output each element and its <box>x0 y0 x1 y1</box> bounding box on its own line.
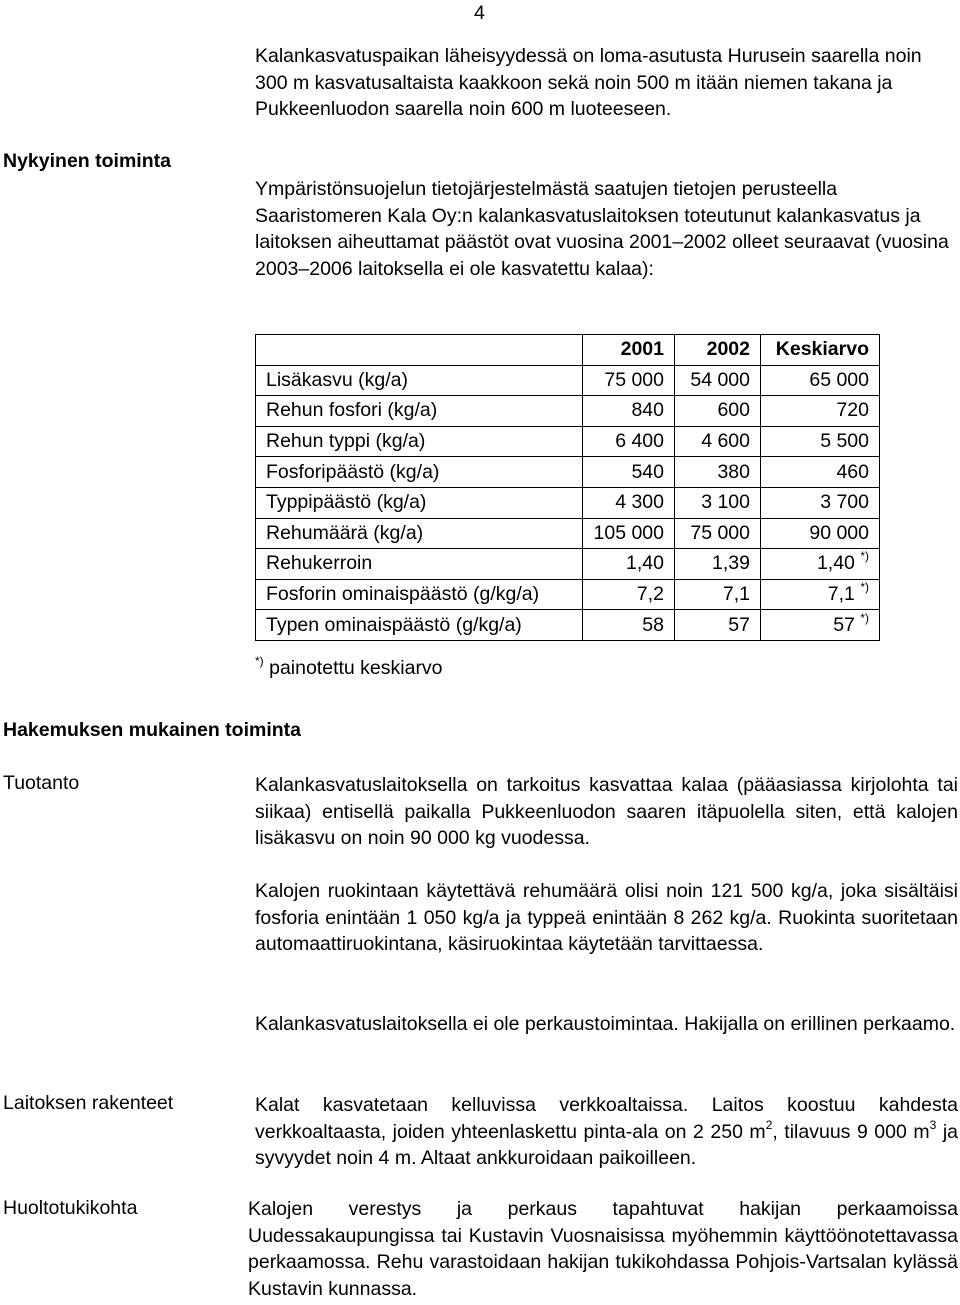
value-2002: 600 <box>675 396 761 427</box>
production-paragraph-3: Kalankasvatuslaitoksella ei ole perkaustoimintaa. Hakijalla on erillinen perkaamo. <box>255 1013 956 1035</box>
header-label <box>256 335 583 366</box>
structures-text-a: Kalat kasvatetaan kelluvissa verkkoaltaissa. Laitos koostuu kahdesta verkkoaltaasta, joiden yhteenlaskettu pinta-ala on 2 250 m <box>255 1094 958 1143</box>
value-2002: 4 600 <box>675 426 761 457</box>
header-2001: 2001 <box>583 335 675 366</box>
superscript-2: 2 <box>765 1117 773 1132</box>
row-label: Fosforin ominaispäästö (g/kg/a) <box>256 579 583 610</box>
value-average <box>761 396 880 427</box>
row-label: Rehun fosfori (kg/a) <box>256 396 583 427</box>
emissions-table <box>255 334 880 641</box>
value-average <box>761 579 880 610</box>
table-row <box>256 365 880 396</box>
value-2001: 840 <box>583 396 675 427</box>
footnote-text: painotettu keskiarvo <box>269 657 443 679</box>
average-value: 1,40 <box>816 552 855 575</box>
structures-text-c: ja syvyydet noin 4 m. Altaat ankkuroidaan paikoilleen. <box>255 1120 958 1169</box>
value-2001: 105 000 <box>583 518 675 549</box>
weighted-average-marker: *) <box>860 549 869 564</box>
value-2001: 6 400 <box>583 426 675 457</box>
row-label: Typpipäästö (kg/a) <box>256 487 583 518</box>
table-row <box>256 610 880 641</box>
average-value: 7,1 <box>827 583 855 606</box>
average-value: 65 000 <box>809 368 869 391</box>
table-row <box>256 487 880 518</box>
label-service-base: Huoltotukikohta <box>3 1197 138 1219</box>
average-value: 5 500 <box>820 430 869 453</box>
weighted-average-marker: *) <box>860 610 869 625</box>
row-label: Typen ominaispäästö (g/kg/a) <box>256 610 583 641</box>
current-operation-paragraph: Ympäristönsuojelun tietojärjestelmästä saatujen tietojen perusteella Saaristomeren Kala Oy:n kalankasvatuslaitoksen toteutunut kalankasvatus ja laitoksen aiheuttamat päästöt ovat vuosina 2001–2002 olleet seuraavat (vuosina 2003–2006 laitoksella ei ole kasvatettu kalaa): <box>255 178 949 280</box>
production-paragraph-1: Kalankasvatuslaitoksella on tarkoitus kasvattaa kalaa (pääasiassa kirjolohta tai siikaa) entisellä paikalla Pukkeenluodon saaren itäpuolella siten, että kalojen lisäkasvu on noin 90 000 kg vuodessa. <box>255 774 958 849</box>
average-value: 720 <box>836 399 869 422</box>
average-value: 460 <box>836 460 869 483</box>
structures-text-b: , tilavuus 9 000 m <box>772 1120 930 1143</box>
value-average <box>761 549 880 580</box>
row-label: Rehun typpi (kg/a) <box>256 426 583 457</box>
value-2001: 75 000 <box>583 365 675 396</box>
label-production: Tuotanto <box>3 772 80 794</box>
row-label: Lisäkasvu (kg/a) <box>256 365 583 396</box>
label-structures: Laitoksen rakenteet <box>3 1092 174 1114</box>
value-average <box>761 487 880 518</box>
value-average <box>761 518 880 549</box>
table-row <box>256 518 880 549</box>
value-average <box>761 365 880 396</box>
production-paragraph-2: Kalojen ruokintaan käytettävä rehumäärä olisi noin 121 500 kg/a, joka sisältäisi fosforia enintään 1 050 kg/a ja typpeä enintään 8 262 kg/a. Ruokinta suoritetaan automaattiruokintana, käsiruokintaa käytetään tarvittaessa. <box>255 880 958 955</box>
value-2002: 1,39 <box>675 549 761 580</box>
row-label: Fosforipäästö (kg/a) <box>256 457 583 488</box>
value-2002: 54 000 <box>675 365 761 396</box>
weighted-average-marker: *) <box>860 580 869 595</box>
average-value: 57 <box>833 613 855 636</box>
page-number: 4 <box>474 2 485 24</box>
table-row <box>256 549 880 580</box>
row-label: Rehumäärä (kg/a) <box>256 518 583 549</box>
average-value: 90 000 <box>809 521 869 544</box>
value-2001: 7,2 <box>583 579 675 610</box>
heading-current-operation: Nykyinen toiminta <box>3 150 171 172</box>
value-2001: 58 <box>583 610 675 641</box>
average-value: 3 700 <box>820 491 869 514</box>
value-average <box>761 426 880 457</box>
footnote-mark: *) <box>255 654 264 668</box>
value-2002: 7,1 <box>675 579 761 610</box>
value-2002: 380 <box>675 457 761 488</box>
header-2002: 2002 <box>675 335 761 366</box>
row-label: Rehukerroin <box>256 549 583 580</box>
value-2002: 75 000 <box>675 518 761 549</box>
table-row <box>256 457 880 488</box>
value-average <box>761 457 880 488</box>
table-header-row <box>256 335 880 366</box>
table-row <box>256 426 880 457</box>
value-average <box>761 610 880 641</box>
table-row <box>256 396 880 427</box>
service-base-paragraph: Kalojen verestys ja perkaus tapahtuvat hakijan perkaamoissa Uudessakaupungissa tai Kustavin Vuosnaisissa myöhemmin käyttöönotettavassa perkaamossa. Rehu varastoidaan hakijan tukikohdassa Pohjois-Vartsalan kylässä Kustavin kunnassa. <box>248 1198 958 1300</box>
superscript-3: 3 <box>929 1117 937 1132</box>
value-2001: 4 300 <box>583 487 675 518</box>
value-2001: 1,40 <box>583 549 675 580</box>
value-2001: 540 <box>583 457 675 488</box>
header-average: Keskiarvo <box>761 335 880 366</box>
value-2002: 57 <box>675 610 761 641</box>
value-2002: 3 100 <box>675 487 761 518</box>
table-footnote <box>255 654 443 680</box>
table-row <box>256 579 880 610</box>
heading-application-operation: Hakemuksen mukainen toiminta <box>3 719 302 741</box>
structures-paragraph <box>255 1092 958 1172</box>
intro-paragraph: Kalankasvatuspaikan läheisyydessä on loma-asutusta Hurusein saarella noin 300 m kasvatusaltaista kaakkoon sekä noin 500 m itään niemen takana ja Pukkeenluodon saarella noin 600 m luoteeseen. <box>255 45 922 120</box>
